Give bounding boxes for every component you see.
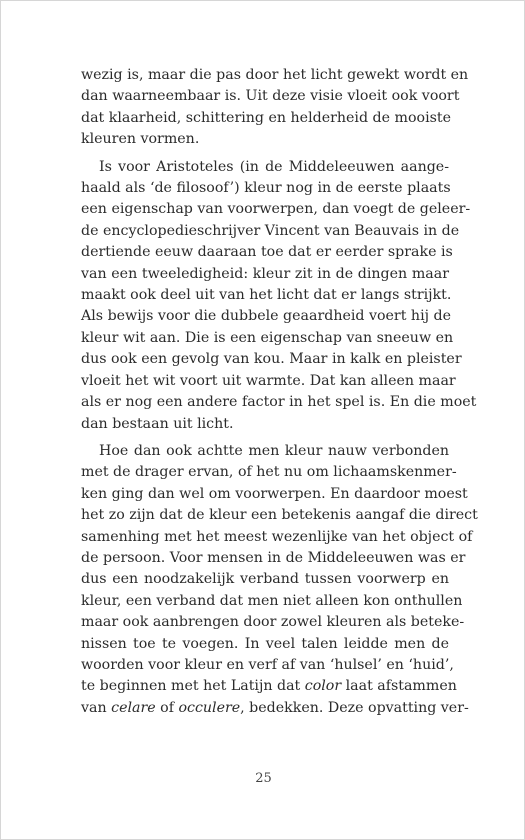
text-line: maakt ook deel uit van het licht dat er langs strijkt. [81, 287, 452, 304]
text-line: dat klaarheid, schittering en helderheid de mooiste [81, 109, 451, 126]
latin-term: color [304, 678, 342, 695]
text-line: haald als ‘de filosoof’) kleur nog in de eerste plaats [81, 180, 451, 197]
text-line: met de drager ervan, of het nu om lichaamskenmer- [81, 464, 457, 481]
text-line: wezig is, maar die pas door het licht gewekt wordt en [81, 67, 469, 83]
text-line: kleur, een verband dat men niet alleen kon onthullen [81, 592, 463, 609]
page-number: 25 [255, 771, 272, 786]
text-line: van celare of occulere, bedekken. Deze opvatting ver- [81, 699, 469, 716]
latin-term: celare [111, 699, 156, 716]
text-line: dus ook een gevolg van kou. Maar in kalk en pleister [81, 351, 462, 368]
text-line: dan waarneembaar is. Uit deze visie vloeit ook voort [81, 88, 460, 105]
text-line: de encyclopedieschrijver Vincent van Beauvais in de [81, 222, 460, 239]
text-line: kleuren vormen. [81, 131, 200, 148]
text-line: Hoe dan ook achtte men kleur nauw verbonden [99, 442, 449, 459]
paragraph-2 [81, 157, 477, 435]
text-line: dus een noodzakelijk verband tussen voorwerp en [81, 571, 449, 588]
text-line: het zo zijn dat de kleur een betekenis aangaf die direct [81, 507, 478, 524]
text-line: een eigenschap van voorwerpen, dan voegt de geleer- [81, 201, 471, 218]
text-line: ken ging dan wel om voorwerpen. En daardoor moest [81, 485, 468, 502]
text-line: dan bestaan uit licht. [81, 415, 234, 432]
latin-term: occulere [178, 699, 241, 716]
text-line: van een tweeledigheid: kleur zit in de dingen maar [81, 265, 449, 282]
text-line: woorden voor kleur en verf af van ‘hulsel’ en ‘huid’, [81, 656, 454, 673]
text-line: samenhing met het meest wezenlijke van het object of [81, 528, 473, 545]
text-line: dertiende eeuw daaraan toe dat er eerder sprake is [81, 244, 453, 261]
paragraph-1 [81, 65, 469, 151]
text-line: kleur wit aan. Die is een eigenschap van sneeuw en [81, 329, 454, 346]
paragraph-3 [81, 441, 478, 719]
text-line: te beginnen met het Latijn dat color laat afstammen [81, 678, 457, 695]
body-text [81, 65, 478, 725]
text-line: vloeit het wit voort uit warmte. Dat kan alleen maar [81, 372, 456, 389]
text-line: Als bewijs voor die dubbele geaardheid voert hij de [81, 308, 451, 325]
text-line: maar ook aanbrengen door zowel kleuren als beteke- [81, 614, 465, 631]
text-line: nissen toe te voegen. In veel talen leidde men de [81, 635, 449, 652]
text-line: de persoon. Voor mensen in de Middeleeuwen was er [81, 549, 466, 566]
text-line: als er nog een andere factor in het spel is. En die moet [81, 394, 477, 411]
text-line: Is voor Aristoteles (in de Middeleeuwen aange- [99, 158, 449, 175]
